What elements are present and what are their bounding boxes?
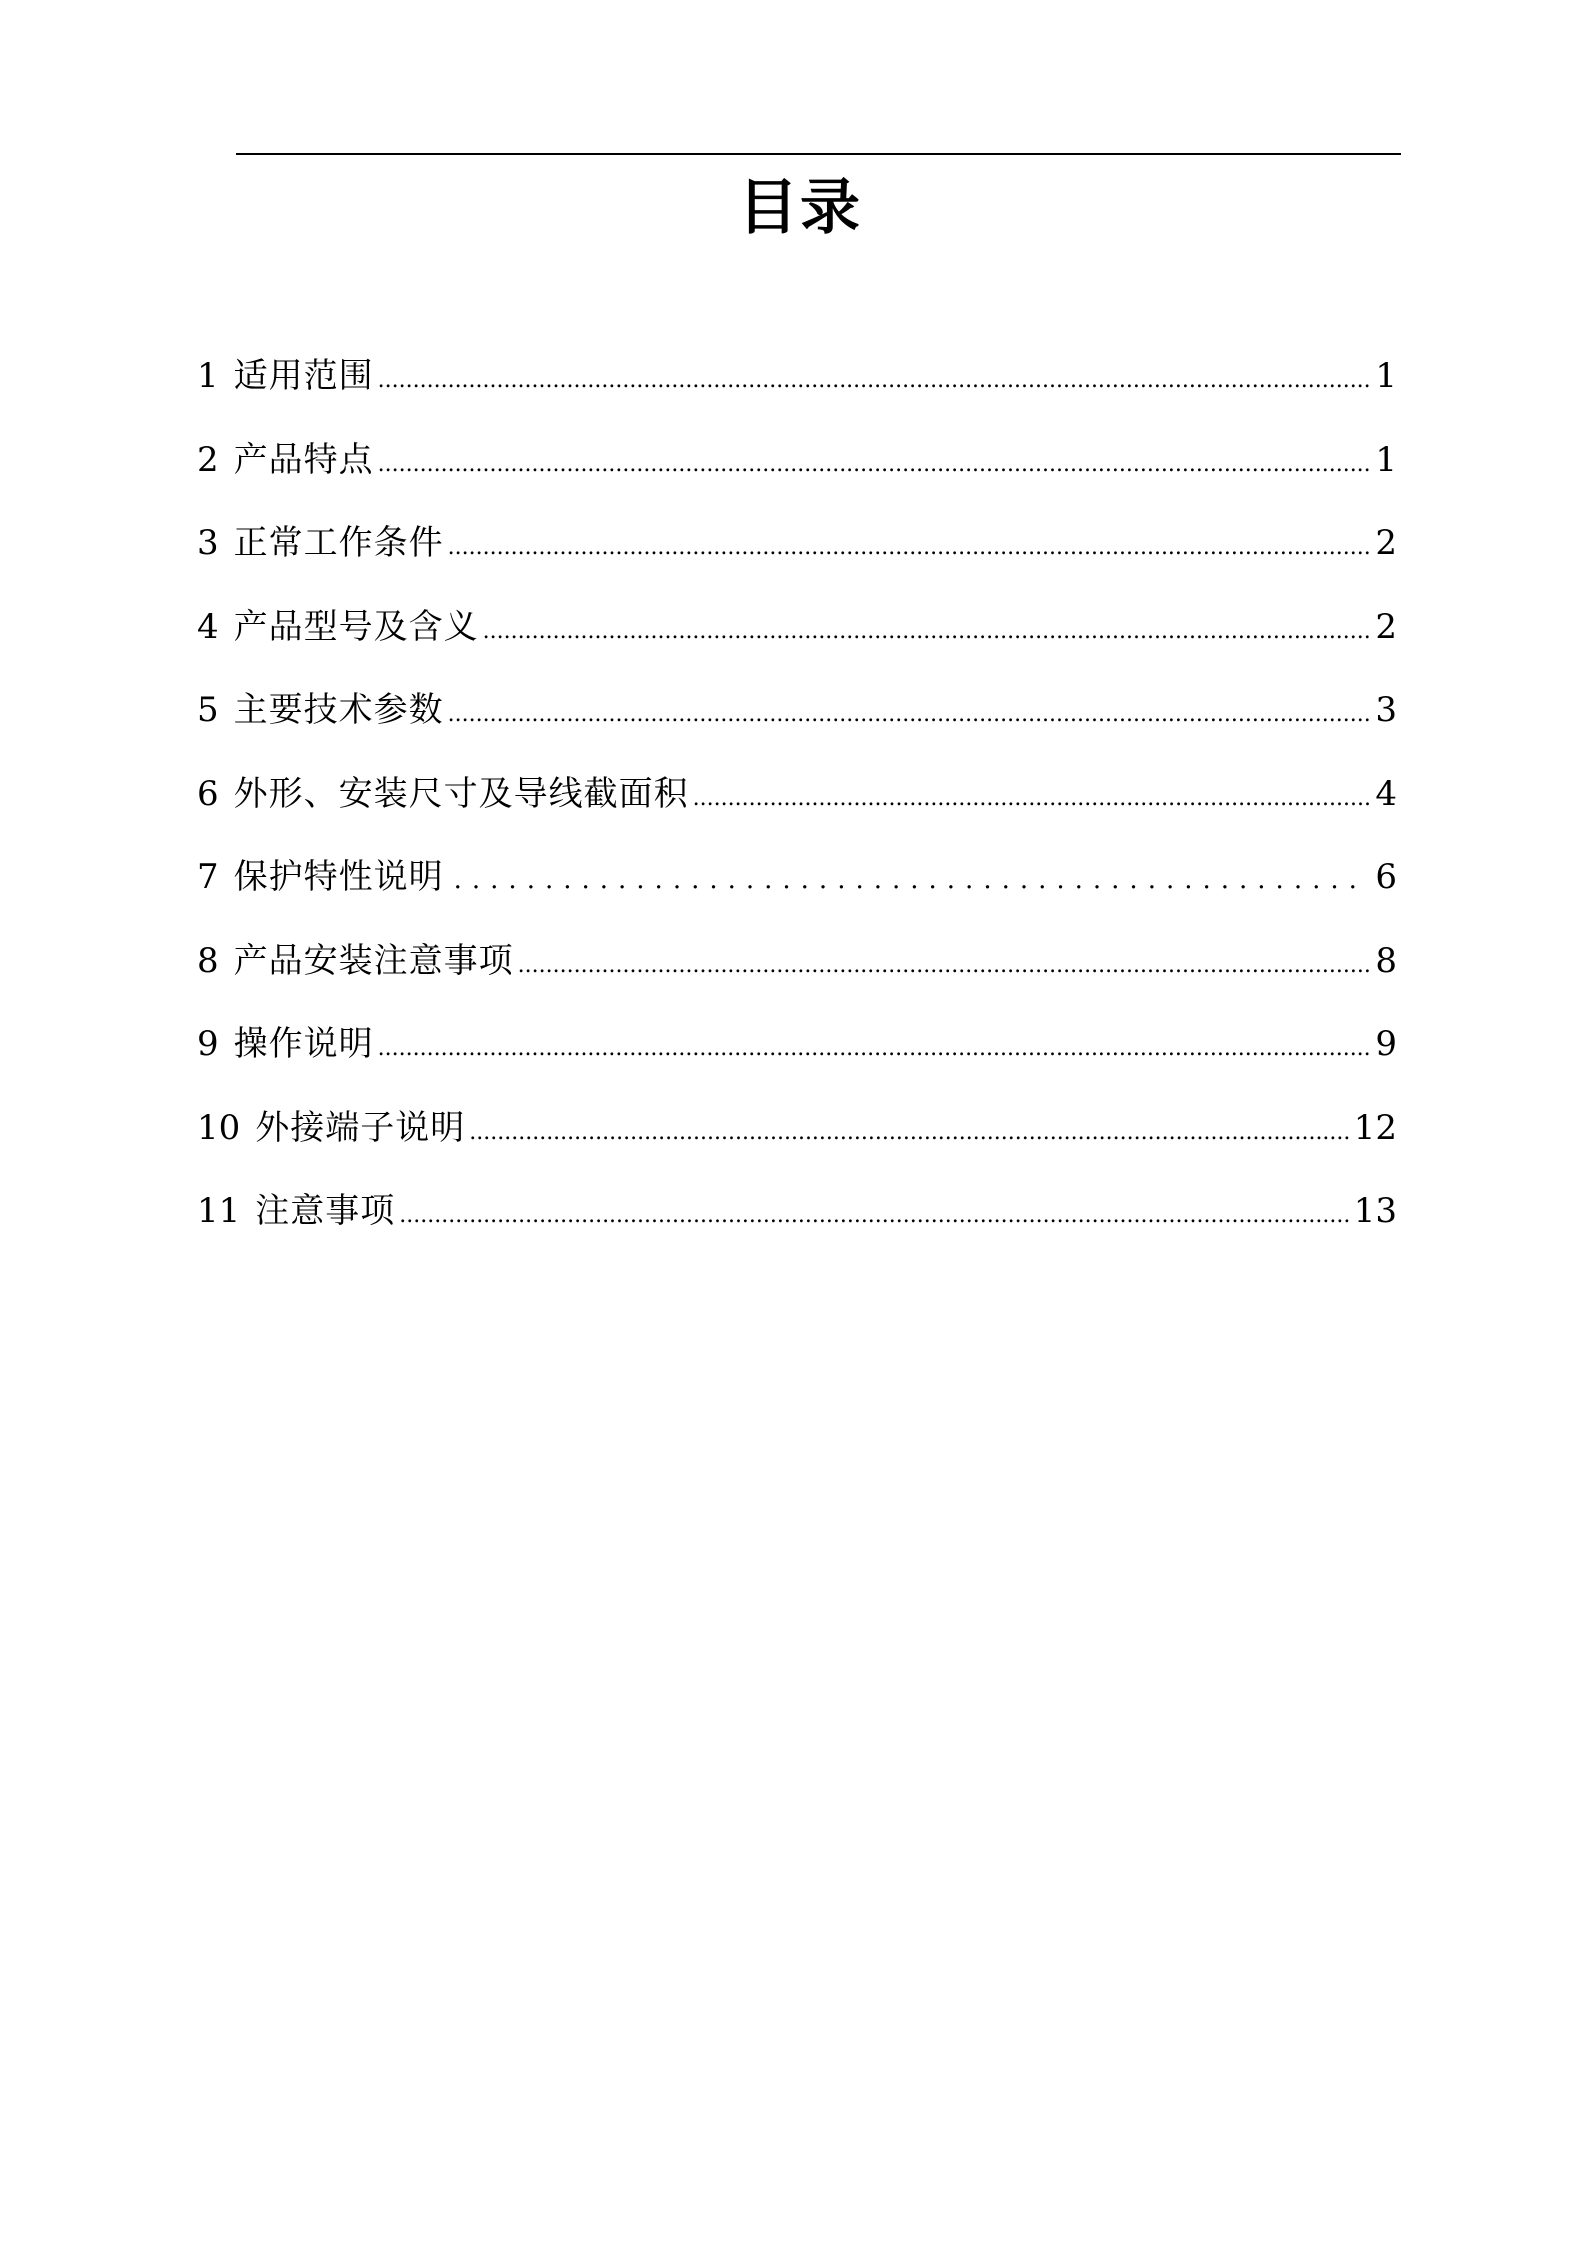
toc-entry-label: 产品型号及含义 [233, 606, 479, 647]
toc-entry[interactable] [197, 1014, 1397, 1098]
toc-dot-leader [469, 1103, 1349, 1163]
toc-entry-label: 注意事项 [255, 1191, 396, 1231]
table-of-contents [197, 346, 1397, 1265]
toc-entry[interactable] [197, 931, 1397, 1015]
toc-entry-label: 外接端子说明 [255, 1107, 466, 1148]
toc-entry-page: 2 [1375, 606, 1397, 647]
toc-entry[interactable] [197, 346, 1397, 430]
toc-entry-page: 4 [1375, 773, 1397, 814]
toc-entry-number: 2 [197, 439, 219, 480]
toc-entry[interactable] [197, 1181, 1397, 1265]
toc-dot-leader [378, 1019, 1372, 1079]
toc-entry-label: 主要技术参数 [233, 690, 444, 730]
toc-entry-number: 7 [197, 857, 219, 897]
toc-entry-page: 1 [1375, 439, 1397, 480]
toc-entry-page: 8 [1375, 940, 1397, 981]
toc-entry[interactable] [197, 680, 1397, 764]
toc-dot-leader [693, 769, 1372, 829]
toc-entry-label: 保护特性说明 [233, 857, 444, 897]
toc-dot-leader [518, 936, 1372, 996]
toc-entry-page: 12 [1353, 1107, 1397, 1148]
toc-dot-leader [378, 351, 1372, 411]
toc-entry-label: 产品特点 [233, 439, 374, 480]
toc-entry-page: 2 [1375, 523, 1397, 563]
toc-entry-label: 正常工作条件 [233, 523, 444, 563]
toc-entry[interactable] [197, 847, 1397, 931]
toc-entry-number: 3 [197, 523, 219, 563]
toc-entry-label: 操作说明 [233, 1024, 374, 1064]
toc-entry-page: 1 [1375, 356, 1397, 396]
toc-entry-number: 4 [197, 606, 219, 647]
toc-entry-number: 6 [197, 773, 219, 814]
toc-entry[interactable] [197, 1098, 1397, 1182]
toc-dot-leader [454, 850, 1364, 910]
toc-entry[interactable] [197, 513, 1397, 597]
toc-entry[interactable] [197, 764, 1397, 848]
toc-dot-leader [448, 518, 1372, 578]
toc-entry-number: 1 [197, 356, 219, 396]
toc-entry[interactable] [197, 597, 1397, 681]
toc-dot-leader [483, 602, 1372, 662]
toc-dot-leader [448, 685, 1372, 745]
toc-entry-number: 5 [197, 690, 219, 730]
toc-dot-leader [378, 435, 1372, 495]
page-title: 目录 [738, 173, 862, 243]
toc-entry-page: 6 [1375, 857, 1397, 897]
toc-entry-label: 外形、安装尺寸及导线截面积 [233, 773, 689, 814]
header-rule [236, 153, 1401, 155]
toc-entry-page: 13 [1353, 1191, 1397, 1231]
toc-entry-number: 11 [197, 1191, 241, 1231]
toc-entry-label: 产品安装注意事项 [233, 940, 514, 981]
toc-entry-label: 适用范围 [233, 356, 374, 396]
toc-entry-number: 10 [197, 1107, 241, 1148]
toc-entry-number: 8 [197, 940, 219, 981]
toc-entry-page: 9 [1375, 1024, 1397, 1064]
toc-dot-leader [399, 1186, 1349, 1246]
toc-entry-page: 3 [1375, 690, 1397, 730]
toc-entry[interactable] [197, 430, 1397, 514]
toc-entry-number: 9 [197, 1024, 219, 1064]
